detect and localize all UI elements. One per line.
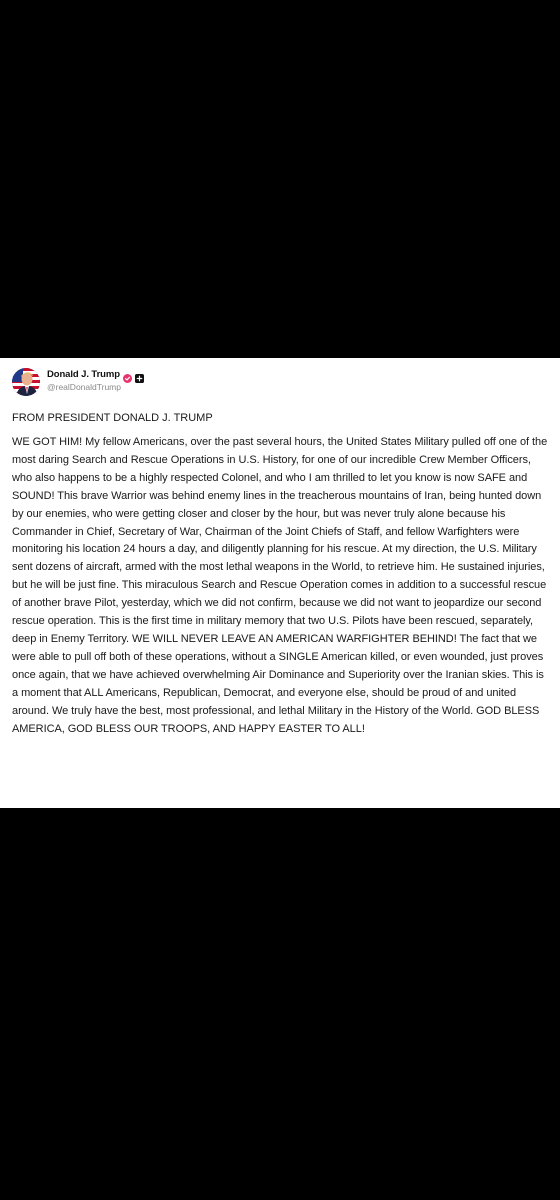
post-title: FROM PRESIDENT DONALD J. TRUMP xyxy=(12,412,213,424)
author-handle[interactable]: @realDonaldTrump xyxy=(47,382,121,392)
author-block xyxy=(47,367,144,392)
author-display-name[interactable]: Donald J. Trump xyxy=(47,369,120,380)
profile-avatar-image xyxy=(12,368,40,396)
post-card xyxy=(0,358,560,808)
verified-badge-icon xyxy=(123,370,132,379)
author-name-row xyxy=(47,368,144,381)
post-body: WE GOT HIM! My fellow Americans, over the past several hours, the United States Military pulled off one of the most daring Search and Rescue Operations in U.S. History, for one of our incredible Crew Member Officers, who also happens to be a highly respected Colonel, and who I am thrilled to let you know is now SAFE and SOUND! This brave Warrior was behind enemy lines in the treacherous mountains of Iran, being hunted down by our enemies, who were getting closer and closer by the hour, but was never truly alone because his Commander in Chief, Secretary of War, Chairman of the Joint Chiefs of Staff, and fellow Warfighters were monitoring his location 24 hours a day, and diligently planning for his rescue. At my direction, the U.S. Military sent dozens of aircraft, armed with the most lethal weapons in the World, to retrieve him. He sustained injuries, but he will be just fine. This miraculous Search and Rescue Operation comes in addition to a successful rescue of another brave Pilot, yesterday, which we did not confirm, because we did not want to jeopardize our second rescue operation. This is the first time in military memory that two U.S. Pilots have been rescued, separately, deep in Enemy Territory. WE WILL NEVER LEAVE AN AMERICAN WARFIGHTER BEHIND! The fact that we were able to pull off both of these operations, without a SINGLE American killed, or even wounded, just proves once again, that we have achieved overwhelming Air Dominance and Superiority over the Iranian skies. This is a moment that ALL Americans, Republican, Democrat, and everyone else, should be proud of and united around. We truly have the best, most professional, and lethal Military in the History of the World. GOD BLESS AMERICA, GOD BLESS OUR TROOPS, AND HAPPY EASTER TO ALL! xyxy=(12,436,548,735)
avatar[interactable] xyxy=(12,368,40,396)
plus-icon[interactable] xyxy=(135,370,144,379)
post-header xyxy=(12,367,560,403)
